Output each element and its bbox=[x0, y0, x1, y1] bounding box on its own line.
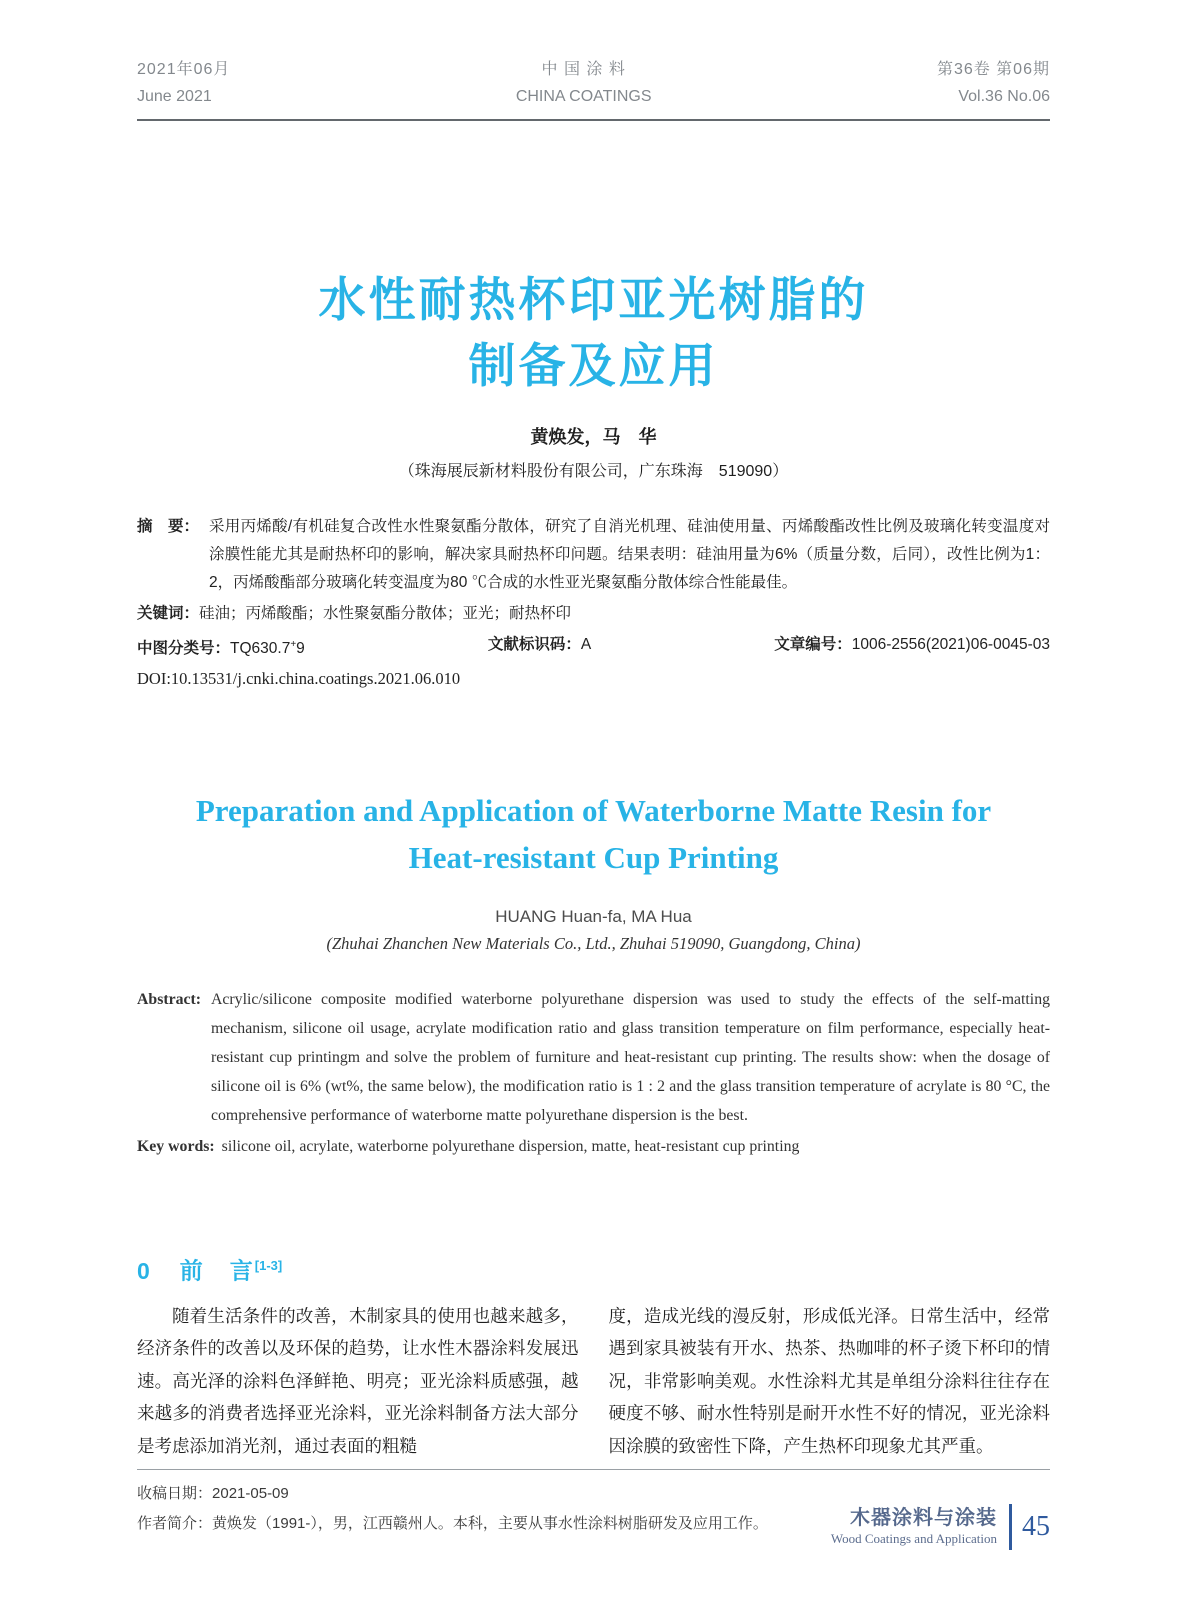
intro-column-right: 度，造成光线的漫反射，形成低光泽。日常生活中，经常遇到家具被装有开水、热茶、热咖啡的杯子烫下杯印的情况，非常影响美观。水性涂料尤其是单组分涂料往往存在硬度不够、耐水性特别是耐开水性不好的情况，亚光涂料因涂膜的致密性下降，产生热杯印现象尤其严重。 bbox=[608, 1305, 1050, 1456]
affiliation-cn: （珠海展辰新材料股份有限公司，广东珠海 519090） bbox=[398, 463, 789, 480]
section-0-heading bbox=[137, 1251, 1050, 1286]
keywords-en bbox=[137, 1132, 1050, 1161]
keywords-cn-text: 硅油；丙烯酸酯；水性聚氨酯分散体；亚光；耐热杯印 bbox=[199, 605, 572, 622]
header-date-en: June 2021 bbox=[137, 88, 212, 105]
header-issue-en: Vol.36 No.06 bbox=[958, 88, 1050, 105]
author-bio-value: 黄焕发（1991-），男，江西赣州人。本科，主要从事水性涂料树脂研发及应用工作。 bbox=[212, 1515, 768, 1533]
article-id-label: 文章编号： bbox=[774, 636, 852, 653]
footer-column-en: Wood Coatings and Application bbox=[830, 1531, 997, 1546]
authors-cn: 黄焕发，马 华 bbox=[530, 427, 657, 447]
doi: DOI:10.13531/j.cnki.china.coatings.2021.06.010 bbox=[137, 669, 461, 689]
received-date-label: 收稿日期： bbox=[137, 1485, 213, 1503]
page-footer bbox=[831, 1504, 1050, 1550]
clc-number bbox=[137, 631, 305, 663]
article-id bbox=[774, 631, 1050, 663]
header-journal-block bbox=[516, 56, 652, 110]
article-title-en-line2: Heat-resistant Cup Printing bbox=[408, 840, 779, 876]
article-title-cn bbox=[137, 267, 1050, 399]
keywords-en-label: Key words: bbox=[137, 1138, 215, 1156]
article-title-cn-line2: 制备及应用 bbox=[468, 339, 719, 392]
header-journal-en: CHINA COATINGS bbox=[515, 88, 652, 105]
section-0-title: 前 言 bbox=[179, 1257, 255, 1284]
document-code-value: A bbox=[580, 636, 592, 653]
abstract-en-text: Acrylic/silicone composite modified waterborne polyurethane dispersion was used to study the effects of the self-matting mechanism, silicone oil usage, acrylate modification ratio and glass transition temperature on film performance, especially heat-resistant cup printingm and solve the problem of furniture and heat-resistant cup printing. The results show: when the dosage of silicone oil is 6% (wt%, the same below), the modification ratio is 1 : 2 and the glass transition temperature of acrylate is 80 °C, the comprehensive performance of waterborne matte polyurethane dispersion is the best. bbox=[211, 991, 1050, 1125]
page-number: 45 bbox=[1022, 1511, 1050, 1542]
header-issue-block bbox=[937, 56, 1050, 110]
journal-header bbox=[137, 56, 1050, 121]
clc-superscript: + bbox=[290, 639, 297, 650]
header-issue-cn: 第36卷 第06期 bbox=[936, 61, 1050, 78]
document-code bbox=[488, 631, 591, 663]
abstract-cn-label: 摘 要： bbox=[137, 518, 200, 535]
footer-column-cn: 木器涂料与涂装 bbox=[850, 1507, 997, 1529]
header-date-cn: 2021年06月 bbox=[137, 61, 231, 78]
header-journal-cn: 中 国 涂 料 bbox=[541, 61, 626, 78]
header-date-block bbox=[137, 56, 230, 110]
affiliation-en: (Zhuhai Zhanchen New Materials Co., Ltd., Zhuhai 519090, Guangdong, China) bbox=[326, 934, 861, 954]
keywords-cn-label: 关键词： bbox=[137, 605, 200, 622]
footer-column-name bbox=[831, 1506, 997, 1548]
received-date-value: 2021-05-09 bbox=[212, 1485, 289, 1503]
article-title-en-line1: Preparation and Application of Waterborne Matte Resin for bbox=[195, 793, 992, 829]
abstract-en bbox=[137, 985, 1050, 1130]
clc-label: 中图分类号： bbox=[137, 640, 231, 658]
article-id-value: 1006-2556(2021)06-0045-03 bbox=[851, 636, 1050, 653]
clc-tail: 9 bbox=[296, 640, 305, 658]
intro-body-columns bbox=[137, 1300, 1050, 1463]
abstract-cn bbox=[137, 513, 1050, 597]
abstract-cn-text: 采用丙烯酸/有机硅复合改性水性聚氨酯分散体，研究了自消光机理、硅油使用量、丙烯酸酯改性比例及玻璃化转变温度对涂膜性能尤其是耐热杯印的影响，解决家具耐热杯印问题。结果表明：硅油用量为6%（质量分数，后同），改性比例为1：2，丙烯酸酯部分玻璃化转变温度为80 ℃合成的水性亚光聚氨酯分散体综合性能最佳。 bbox=[209, 518, 1050, 591]
section-0-reference-superscript: [1-3] bbox=[254, 1258, 283, 1274]
abstract-en-label: Abstract: bbox=[137, 991, 202, 1009]
article-title-cn-line1: 水性耐热杯印亚光树脂的 bbox=[318, 273, 869, 326]
article-title-en bbox=[137, 787, 1050, 881]
section-0-number: 0 bbox=[137, 1257, 150, 1284]
author-bio-label: 作者简介： bbox=[137, 1515, 213, 1533]
authors-en: HUANG Huan-fa, MA Hua bbox=[495, 907, 692, 927]
keywords-en-text: silicone oil, acrylate, waterborne polyurethane dispersion, matte, heat-resistant cup printing bbox=[221, 1138, 800, 1156]
classification-row bbox=[137, 631, 1050, 663]
clc-value: TQ630.7 bbox=[230, 640, 291, 658]
keywords-cn bbox=[137, 600, 1050, 628]
footer-divider-bar bbox=[1009, 1504, 1012, 1550]
document-code-label: 文献标识码： bbox=[487, 636, 581, 653]
intro-column-left: 随着生活条件的改善，木制家具的使用也越来越多，经济条件的改善以及环保的趋势，让水性木器涂料发展迅速。高光泽的涂料色泽鲜艳、明亮；亚光涂料质感强，越来越多的消费者选择亚光涂料，亚光涂料制备方法大部分是考虑添加消光剂，通过表面的粗糙 bbox=[137, 1305, 579, 1456]
